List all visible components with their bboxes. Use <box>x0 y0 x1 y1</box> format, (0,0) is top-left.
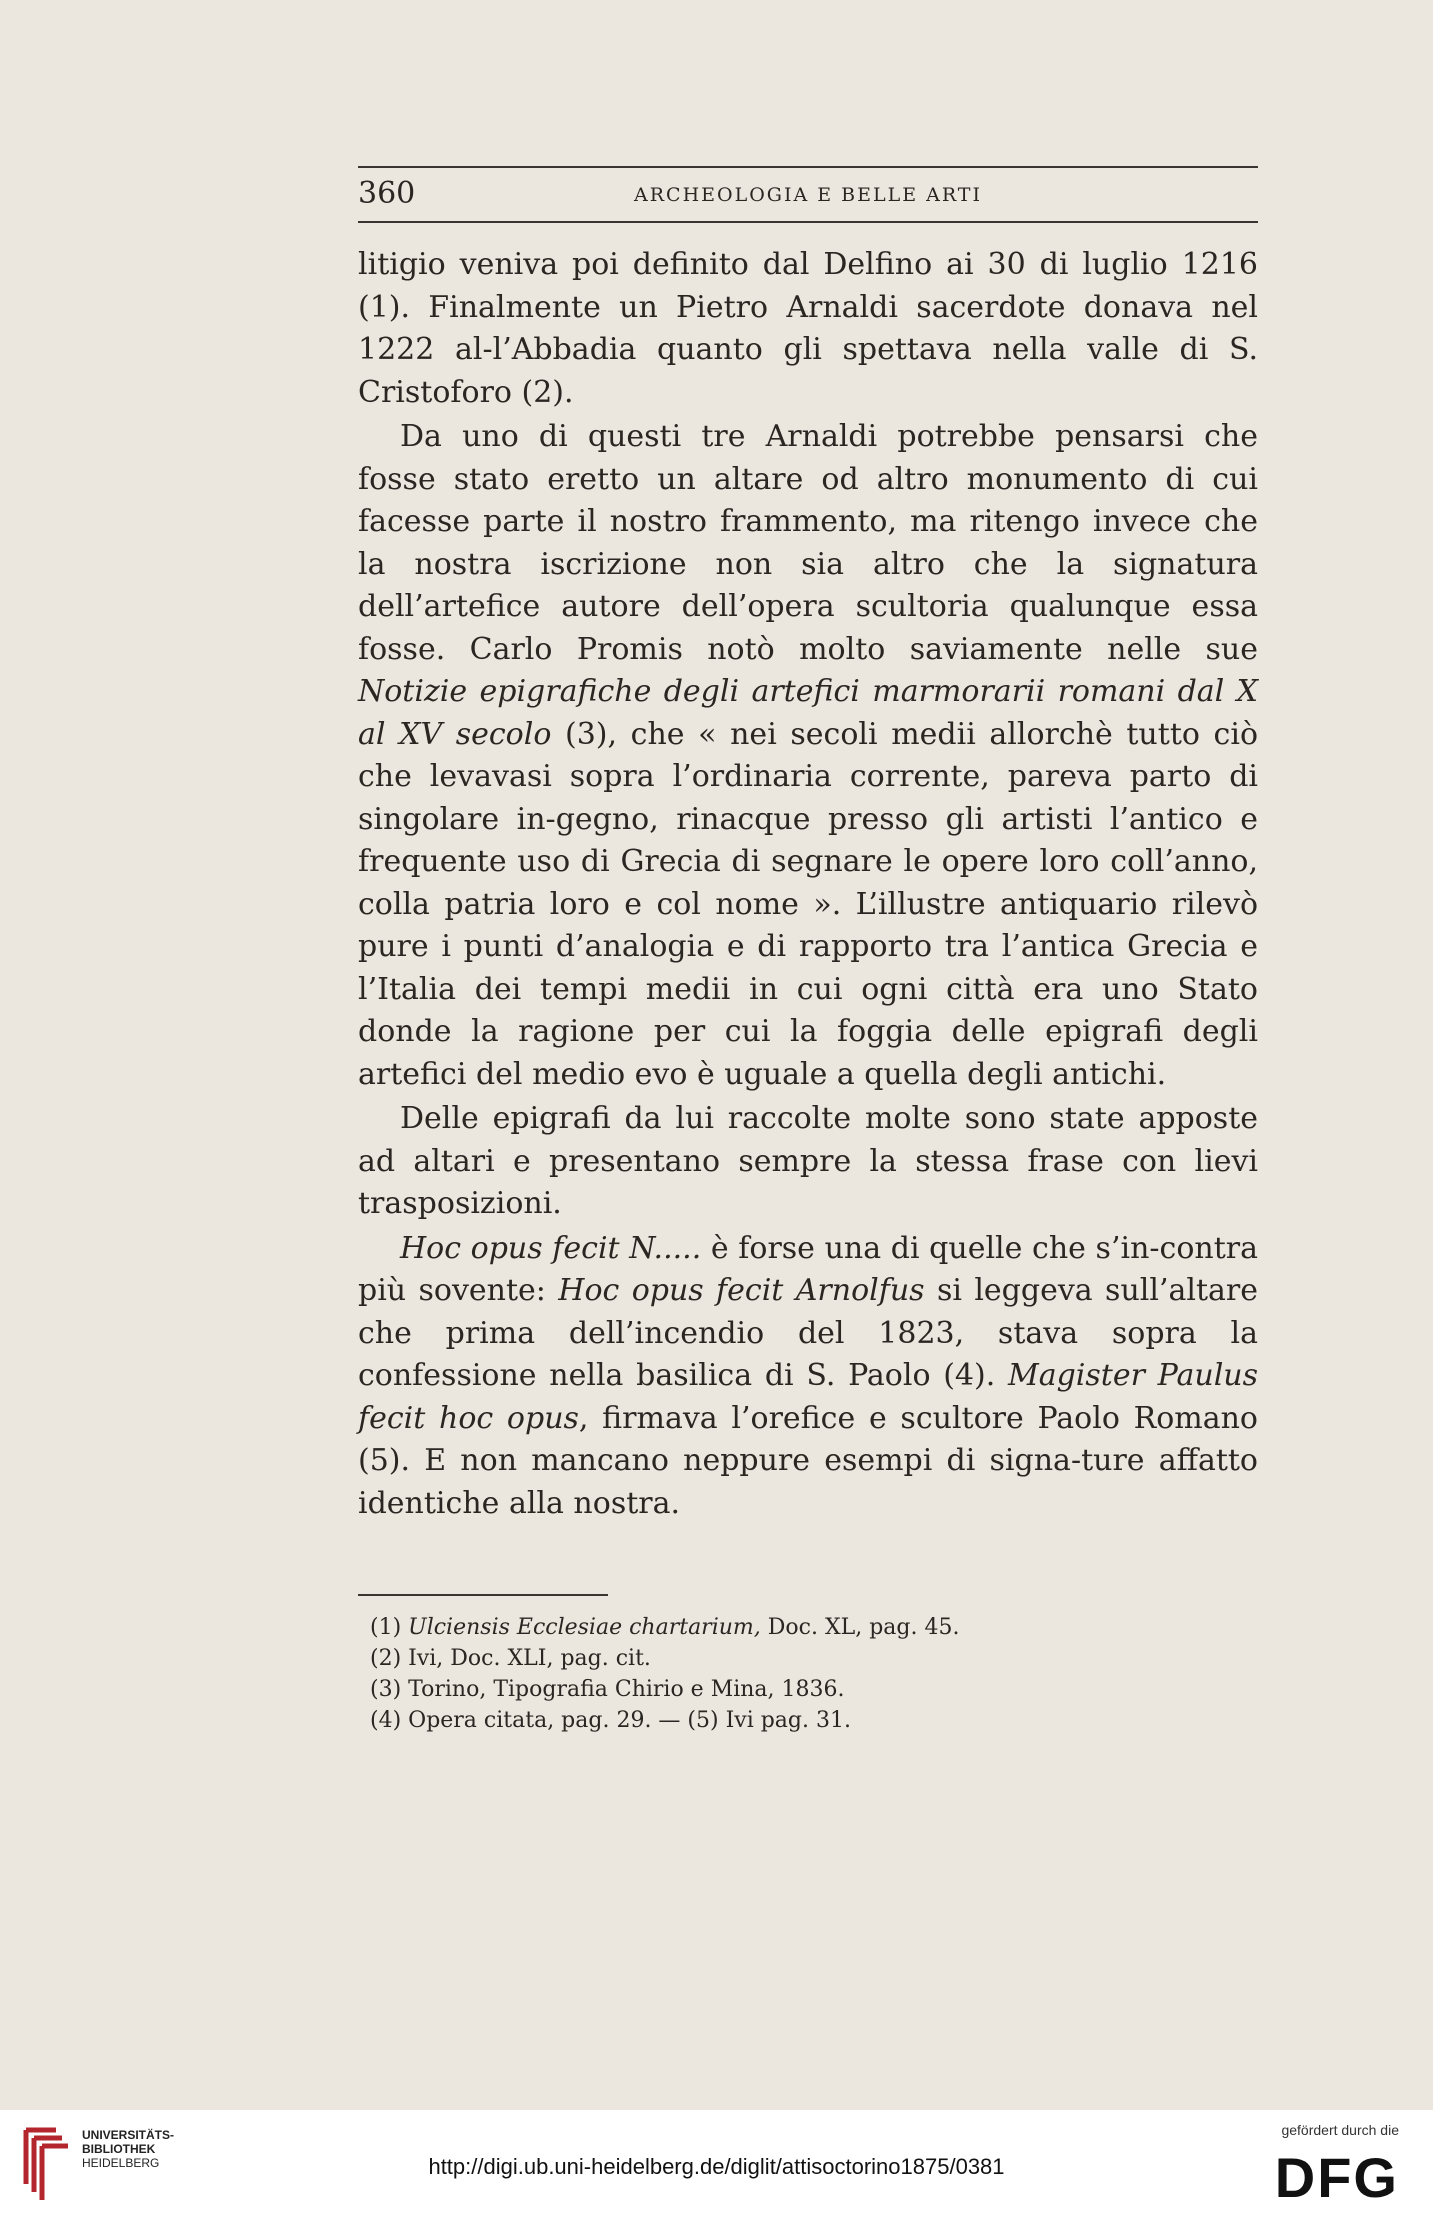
library-name-line: HEIDELBERG <box>82 2156 160 2170</box>
paragraph <box>358 416 1258 1096</box>
header-top-rule <box>358 166 1258 168</box>
footnote-number: (1) <box>370 1615 409 1640</box>
text-run: (3), che « nei secoli medii allorchè tutto ciò che levavasi sopra l’ordinaria corrente, pareva parto di singolare in-gegno, rinacque presso gli artisti l’antico e frequente uso di Grecia di segnare le opere loro coll’anno, colla patria loro e col nome ». L’illustre antiquario rilevò pure i punti d’analogia e di rapporto tra l’antica Grecia e l’Italia dei tempi medii in cui ogni città era uno Stato donde la ragione per cui la foggia delle epigrafi degli artefici del medio evo è uguale a quella degli antichi. <box>358 716 1259 1092</box>
footnote-text: Torino, Tipografia Chirio e Mina, 1836. <box>408 1677 845 1702</box>
viewer-footer <box>0 2110 1433 2224</box>
footnote-number: (3) <box>370 1677 409 1702</box>
header-bottom-rule <box>358 221 1258 223</box>
paragraph <box>358 1228 1258 1526</box>
text-run: Delle epigrafi da lui raccolte molte sono state apposte ad altari e presentano sempre la stessa frase con lievi trasposizioni. <box>358 1101 1258 1221</box>
footnote-italic-title: Ulciensis Ecclesiae chartarium, <box>408 1615 761 1640</box>
text-run: litigio veniva poi definito dal Delfino ai 30 di luglio 1216 (1). Finalmente un Pietro Arnaldi sacerdote donava nel 1222 al-l’Abbadia quanto gli spettava nella valle di S. Cristoforo (2). <box>358 247 1258 410</box>
footnote-text: Ivi, Doc. XLI, pag. cit. <box>408 1646 651 1671</box>
library-name-line: BIBLIOTHEK <box>82 2142 156 2156</box>
footnote-number: (4) <box>370 1708 409 1733</box>
italic-text: Notizie epigrafiche degli artefici marmorarii romani dal X al XV secolo <box>358 674 1258 752</box>
library-name-line: UNIVERSITÄTS- <box>82 2128 175 2142</box>
text-run: Da uno di questi tre Arnaldi potrebbe pensarsi che fosse stato eretto un altare od altro monumento di cui facesse parte il nostro frammento, ma ritengo invece che la nostra iscrizione non sia altro che la signatura dell’artefice autore dell’opera scultoria qualunque essa fosse. Carlo Promis notò molto saviamente nelle sue <box>358 419 1258 667</box>
footnotes <box>370 1612 1250 1736</box>
italic-text: Hoc opus fecit N..... <box>400 1230 702 1266</box>
funder-caption: gefördert durch die <box>1281 2122 1399 2138</box>
italic-text: Hoc opus fecit Arnolfus <box>558 1273 925 1308</box>
footnote <box>370 1643 1250 1674</box>
footnote-rule <box>358 1594 608 1596</box>
paragraph <box>358 1098 1258 1226</box>
italic-text: Magister Paulus fecit hoc opus <box>358 1358 1259 1436</box>
footnote-number: (2) <box>370 1646 409 1671</box>
text-run: , firmava l’orefice e scultore Paolo Romano (5). E non mancano neppure esempi di signa-ture affatto identiche alla nostra. <box>358 1400 1258 1521</box>
text-run: è forse una di quelle che s’in-contra più sovente: <box>358 1230 1259 1308</box>
body-text <box>358 244 1258 1525</box>
paragraph <box>358 244 1258 414</box>
footnote-text: Doc. XL, pag. 45. <box>760 1615 960 1640</box>
dfg-logo: DFG <box>1274 2146 1399 2209</box>
footnote <box>370 1674 1250 1705</box>
running-head <box>358 176 1258 216</box>
footnote <box>370 1612 1250 1643</box>
page-number: 360 <box>358 176 416 211</box>
footnote-text: Opera citata, pag. 29. — (5) Ivi pag. 31. <box>408 1708 851 1733</box>
footnote <box>370 1705 1250 1736</box>
permalink-url[interactable]: http://digi.ub.uni-heidelberg.de/diglit/attisoctorino1875/0381 <box>428 2154 1005 2179</box>
running-title: ARCHEOLOGIA E BELLE ARTI <box>634 184 982 206</box>
text-run: si leggeva sull’altare che prima dell’incendio del 1823, stava sopra la confessione nella basilica di S. Paolo (4). <box>358 1273 1259 1393</box>
